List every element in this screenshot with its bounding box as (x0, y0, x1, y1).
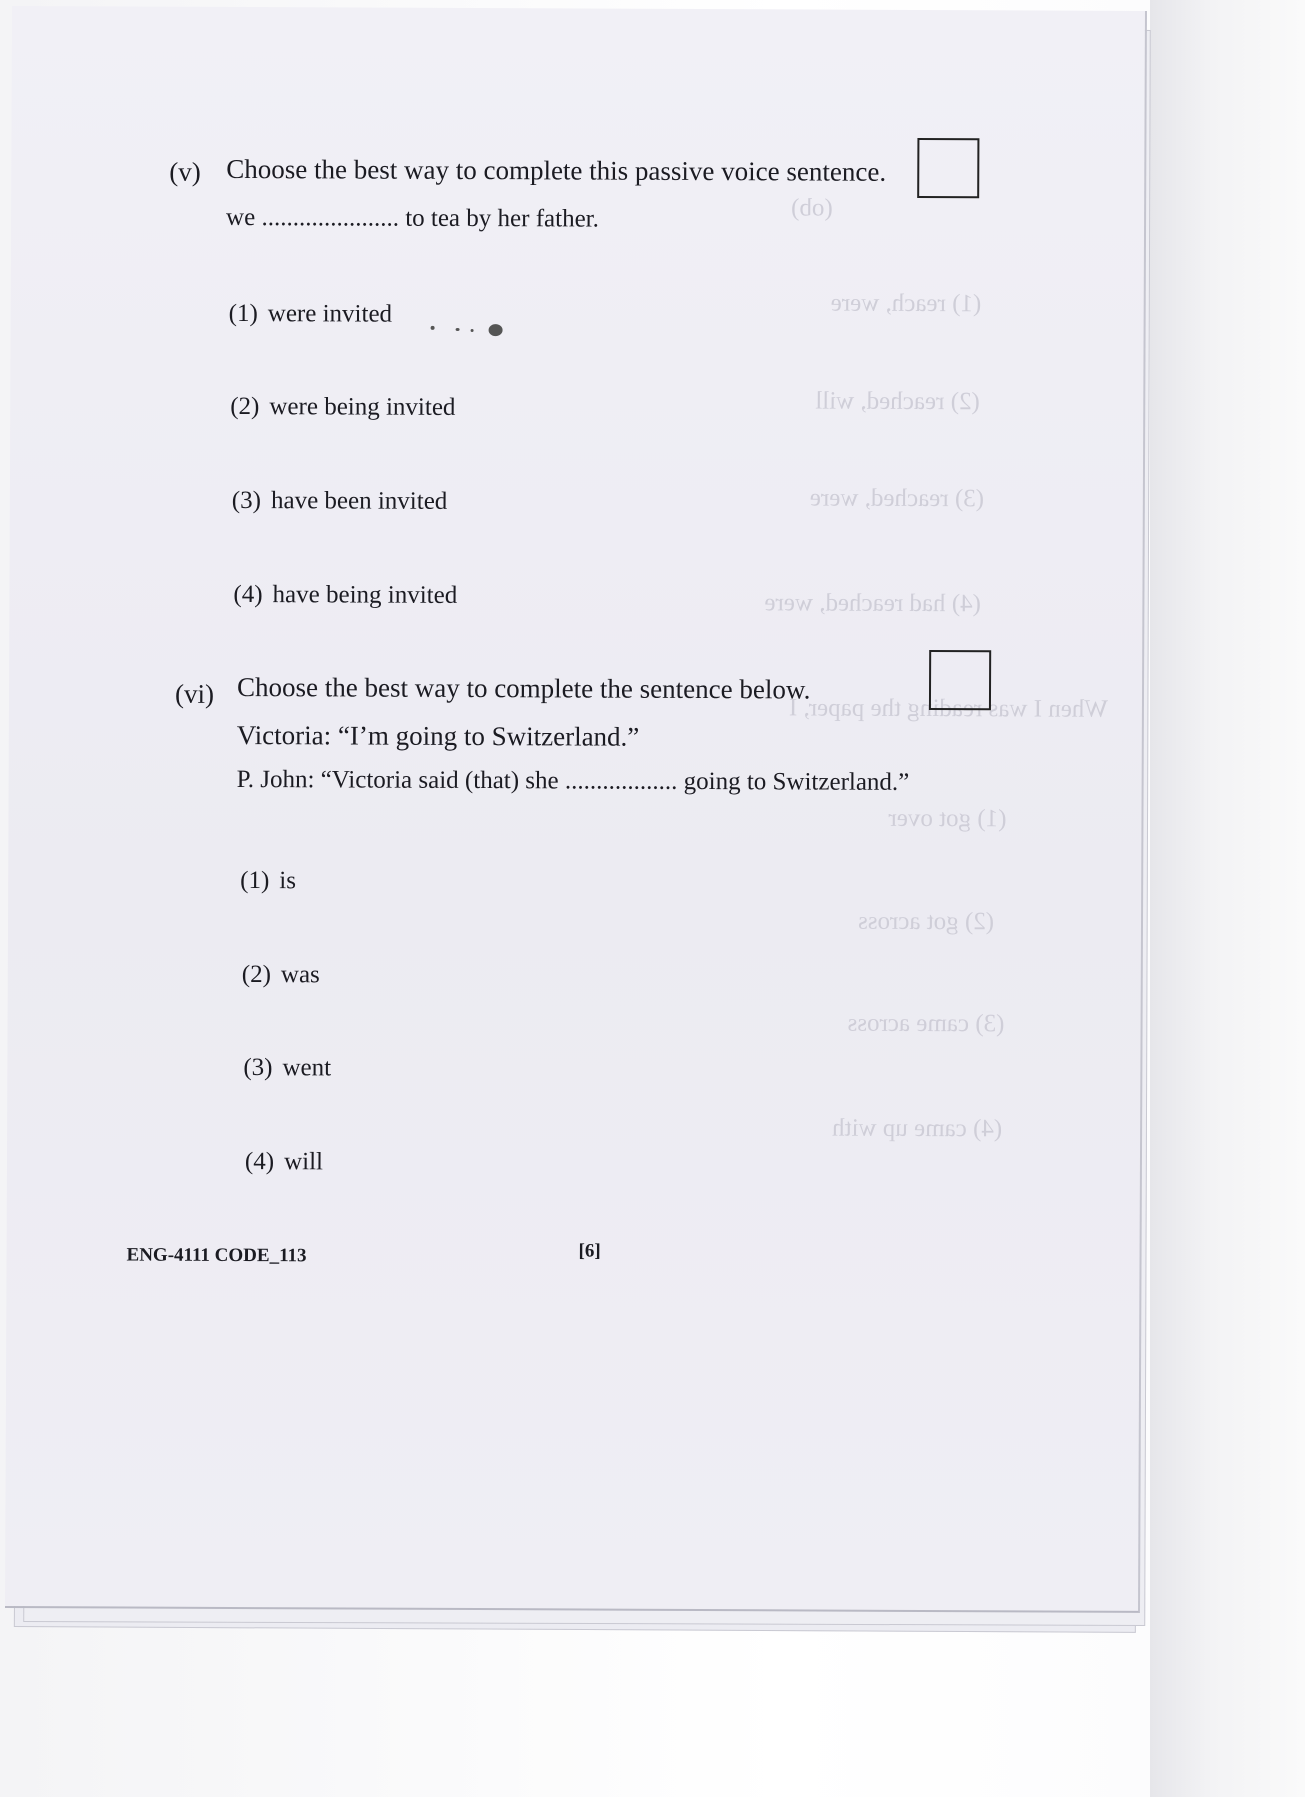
exam-page (5, 6, 1147, 1613)
dialogue-line: P. John: “Victoria said (that) she .................. going to Switzerland.” (236, 765, 910, 796)
option-text: will (284, 1148, 324, 1176)
bleed-through: (3) came across (847, 1009, 1005, 1038)
option-text: have been invited (270, 487, 448, 515)
ink-smudge (431, 326, 435, 330)
option-number: (1) (240, 867, 270, 895)
question-sentence: we ...................... to tea by her father. (226, 203, 599, 233)
option (233, 581, 457, 610)
answer-box[interactable] (917, 138, 979, 198)
bleed-through: (ob) (791, 194, 833, 222)
option-text: went (282, 1054, 332, 1082)
page-number: [6] (578, 1240, 601, 1262)
option-number: (4) (233, 580, 263, 609)
ink-smudge (471, 329, 474, 332)
option-text: were invited (267, 300, 393, 328)
option (230, 393, 455, 422)
bleed-through: (2) reached, will (815, 387, 980, 416)
question-number: (v) (169, 156, 201, 187)
exam-code: ENG-4111 CODE_113 (126, 1244, 307, 1267)
question-stem: Choose the best way to complete this passive voice sentence. (226, 153, 887, 187)
bleed-through: (3) reached, were (809, 484, 985, 513)
option (242, 961, 320, 989)
option-number: (4) (244, 1148, 275, 1176)
answer-box[interactable] (929, 650, 991, 710)
option (229, 300, 393, 329)
scan-shadow (1150, 0, 1305, 1797)
option (243, 1054, 331, 1082)
option-text: was (280, 961, 320, 989)
option-number: (2) (241, 961, 271, 989)
bleed-through: (4) came up with (832, 1114, 1003, 1143)
question-stem: Choose the best way to complete the sentence below. (236, 671, 811, 705)
ink-smudge (456, 328, 460, 331)
option-text: is (279, 867, 297, 895)
ink-smudge (489, 324, 503, 336)
option-number: (3) (243, 1054, 273, 1082)
option-text: have being invited (272, 581, 458, 609)
bleed-through: (2) got across (857, 907, 995, 936)
option-text: were being invited (269, 393, 456, 421)
bleed-through: (1) reach, were (830, 289, 982, 318)
dialogue-line: Victoria: “I’m going to Switzerland.” (236, 719, 640, 752)
bleed-through: (1) got over (888, 804, 1007, 833)
option (245, 1148, 323, 1176)
bleed-through: When I was reading the paper, I (788, 694, 1109, 723)
option (240, 867, 296, 895)
bleed-through: (4) had reached, were (764, 589, 981, 618)
option (232, 487, 448, 516)
option-number: (3) (231, 486, 262, 515)
option-number: (1) (228, 299, 258, 328)
option-number: (2) (230, 392, 260, 421)
question-number: (vi) (174, 678, 215, 709)
